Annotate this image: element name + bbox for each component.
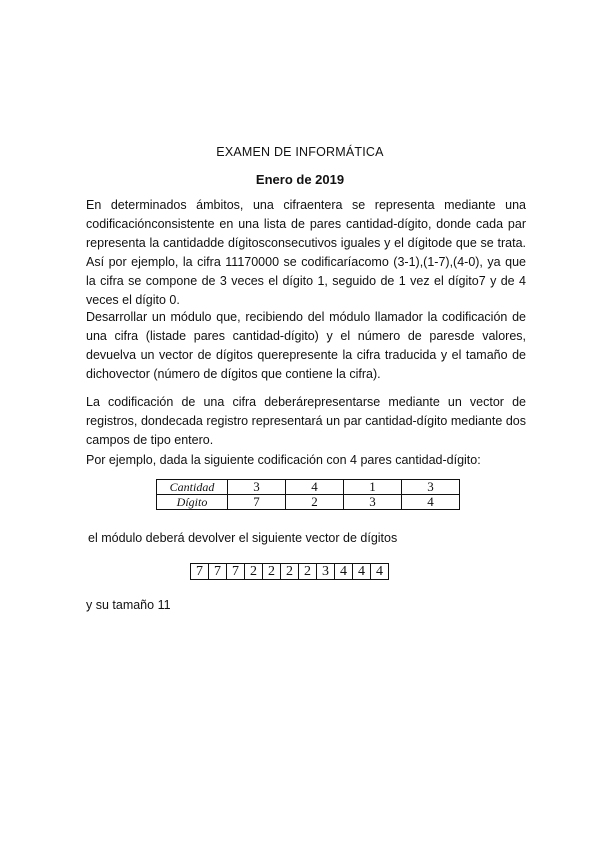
digito-header: Dígito bbox=[157, 495, 228, 510]
task-paragraph: Desarrollar un módulo que, recibiendo del módulo llamador la codificación de una cifra (listade pares cantidad-dígito) y el número de paresde valores, devuelva un vector de dígitos querepresente la cifra traducida y el tamaño de dichovector (número de dígitos que contiene la cifra). bbox=[86, 310, 526, 381]
digit-cell: 4 bbox=[335, 564, 353, 580]
digit-cell: 2 bbox=[263, 564, 281, 580]
representation-paragraph: La codificación de una cifra deberárepresentarse mediante un vector de registros, dondecada registro representará un par cantidad-dígito mediante dos campos de tipo entero. bbox=[86, 395, 526, 447]
digit-vector-row bbox=[191, 564, 389, 580]
cantidad-cell: 3 bbox=[402, 480, 460, 495]
cantidad-cell: 1 bbox=[344, 480, 402, 495]
cantidad-cell: 3 bbox=[228, 480, 286, 495]
digit-cell: 2 bbox=[281, 564, 299, 580]
cantidad-header: Cantidad bbox=[157, 480, 228, 495]
digit-cell: 4 bbox=[353, 564, 371, 580]
digit-cell: 2 bbox=[299, 564, 317, 580]
result-intro: el módulo deberá devolver el siguiente vector de dígitos bbox=[88, 531, 398, 545]
digito-row bbox=[157, 495, 460, 510]
example-paragraph: Por ejemplo, dada la siguiente codificación con 4 pares cantidad-dígito: bbox=[86, 453, 481, 467]
digit-cell: 2 bbox=[245, 564, 263, 580]
digit-vector-table bbox=[190, 563, 389, 580]
exam-title: EXAMEN DE INFORMÁTICA bbox=[216, 145, 384, 159]
digito-cell: 7 bbox=[228, 495, 286, 510]
digit-cell: 7 bbox=[227, 564, 245, 580]
size-text: y su tamaño 11 bbox=[86, 598, 171, 612]
cantidad-row bbox=[157, 480, 460, 495]
digito-cell: 2 bbox=[286, 495, 344, 510]
cantidad-cell: 4 bbox=[286, 480, 344, 495]
exam-date: Enero de 2019 bbox=[255, 172, 345, 187]
digito-cell: 3 bbox=[344, 495, 402, 510]
digit-cell: 3 bbox=[317, 564, 335, 580]
digito-cell: 4 bbox=[402, 495, 460, 510]
digit-cell: 4 bbox=[371, 564, 389, 580]
digit-cell: 7 bbox=[191, 564, 209, 580]
codification-table bbox=[156, 479, 460, 510]
digit-cell: 7 bbox=[209, 564, 227, 580]
intro-paragraph: En determinados ámbitos, una cifraentera se representa mediante una codificaciónconsistente en una lista de pares cantidad-dígito, donde cada par representa la cantidadde dígitosconsecutivos iguales y el dígitode que se trata. Así por ejemplo, la cifra 11170000 se codificaríacomo (3-1),(1-7),(4-0), ya que la cifra se compone de 3 veces el dígito 1, seguido de 1 vez el dígito7 y de 4 veces el dígito 0. bbox=[86, 198, 526, 307]
